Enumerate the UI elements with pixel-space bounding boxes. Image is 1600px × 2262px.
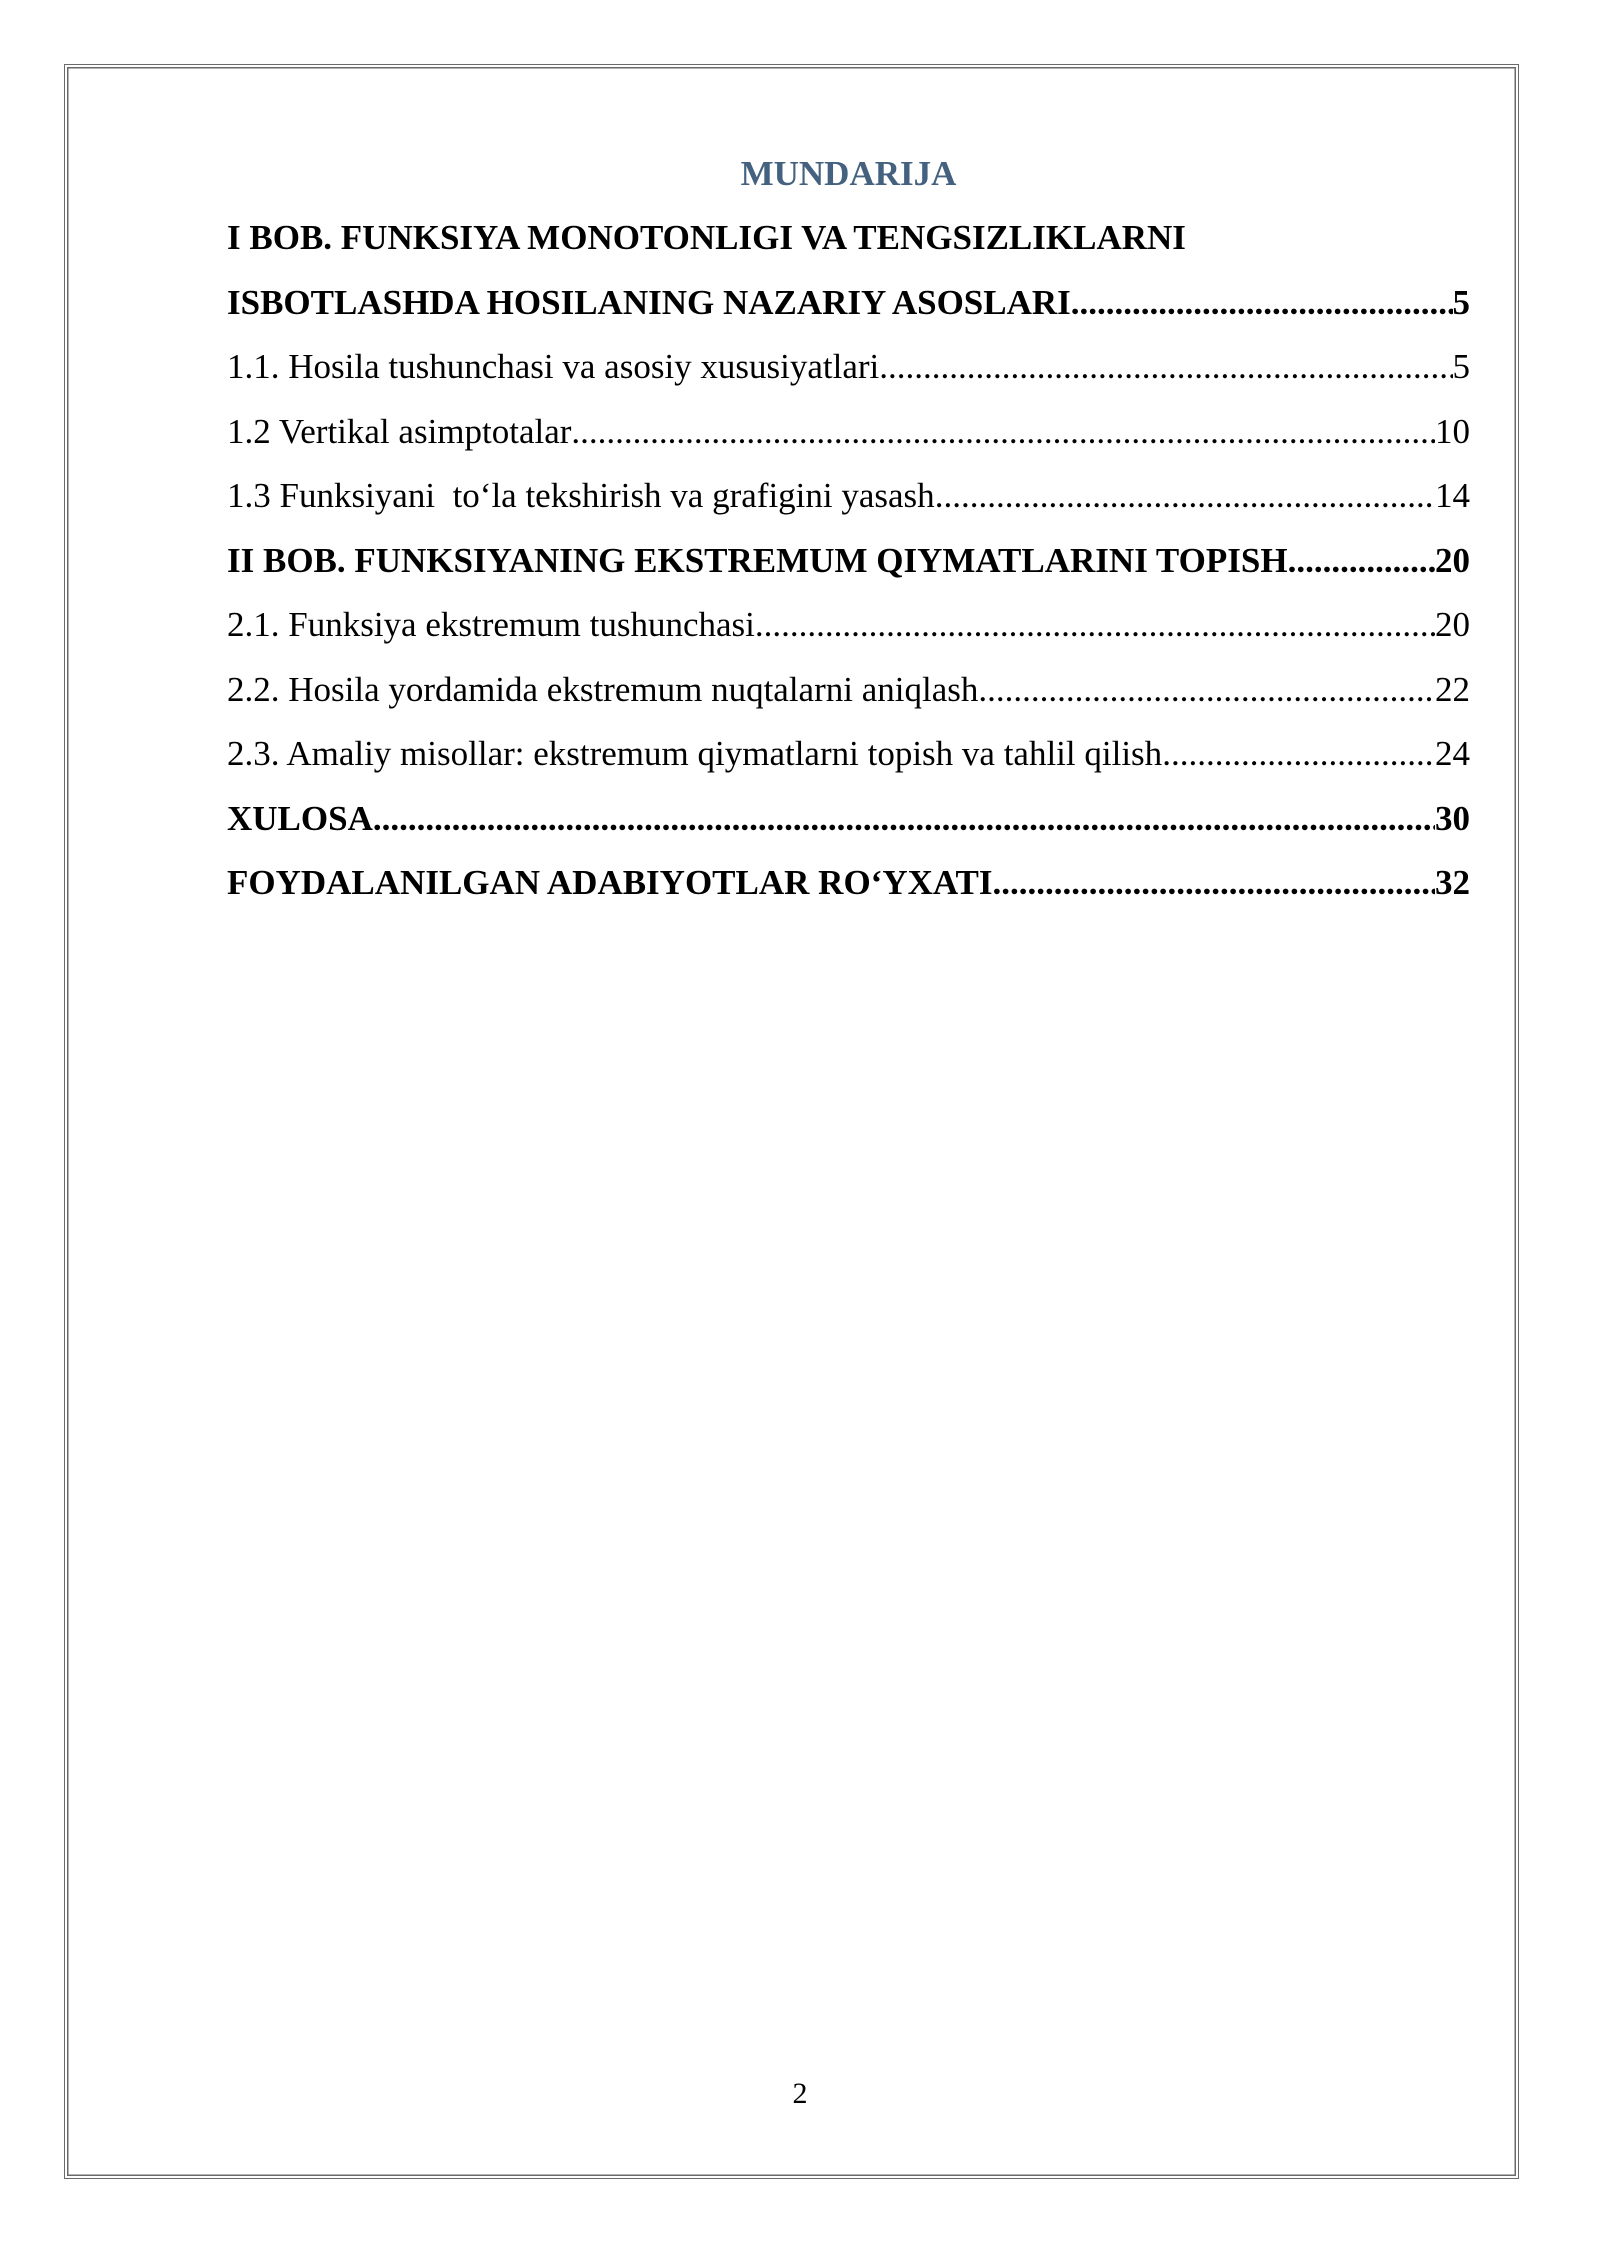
- toc-chapter-1-line-1: I BOB. FUNKSIYA MONOTONLIGI VA TENGSIZLIKLARNI: [227, 218, 1186, 257]
- toc-entry-page: 22: [1435, 669, 1470, 709]
- toc-entry-label: 2.1. Funksiya ekstremum tushunchasi: [227, 605, 755, 644]
- dot-leader: [935, 464, 1435, 529]
- toc-entry-1-2[interactable]: [227, 400, 1470, 465]
- toc-entry-label: 1.2 Vertikal asimptotalar: [227, 411, 572, 451]
- dot-leader: [1162, 722, 1435, 787]
- toc-title: MUNDARIJA: [740, 154, 957, 193]
- dot-leader: [571, 400, 1435, 465]
- toc-entry-1-3[interactable]: [227, 464, 1470, 529]
- dot-leader: [978, 658, 1435, 723]
- page-number: 2: [792, 2077, 808, 2110]
- toc-entry-conclusion[interactable]: [227, 787, 1470, 852]
- dot-leader: [755, 593, 1435, 658]
- toc-entry-label: 1.3 Funksiyani to‘la tekshirish va grafigini yasash: [227, 476, 935, 515]
- toc-entry-page: 20: [1435, 605, 1470, 644]
- table-of-contents: [227, 142, 1470, 916]
- toc-entry-references[interactable]: [227, 851, 1470, 916]
- toc-entry-page: 5: [1452, 282, 1470, 322]
- toc-chapter-1[interactable]: [227, 271, 1470, 336]
- toc-entry-page: 32: [1435, 863, 1470, 902]
- toc-entry-2-1[interactable]: [227, 593, 1470, 658]
- dot-leader: [373, 787, 1435, 852]
- dot-leader: [1288, 529, 1435, 594]
- toc-entry-page: 20: [1435, 540, 1470, 580]
- toc-entry-2-3[interactable]: [227, 722, 1470, 787]
- toc-entry-1-1[interactable]: [227, 335, 1470, 400]
- toc-chapter-2[interactable]: [227, 529, 1470, 594]
- toc-entry-page: 24: [1435, 734, 1470, 773]
- toc-entry-label: XULOSA: [227, 798, 373, 838]
- toc-entry-label: 1.1. Hosila tushunchasi va asosiy xususiyatlari: [227, 347, 880, 386]
- toc-entry-label: FOYDALANILGAN ADABIYOTLAR RO‘YXATI: [227, 863, 993, 902]
- toc-entry-page: 10: [1435, 411, 1470, 451]
- dot-leader: [879, 335, 1452, 400]
- toc-entry-page: 5: [1452, 347, 1470, 386]
- toc-entry-2-2[interactable]: [227, 658, 1470, 723]
- dot-leader: [993, 851, 1435, 916]
- toc-list: [227, 335, 1470, 916]
- toc-entry-label: 2.3. Amaliy misollar: ekstremum qiymatlarni topish va tahlil qilish: [227, 734, 1163, 773]
- toc-entry-page: 30: [1435, 798, 1470, 838]
- dot-leader: [1071, 271, 1453, 336]
- toc-entry-label: II BOB. FUNKSIYANING EKSTREMUM QIYMATLARINI TOPISH: [227, 540, 1288, 580]
- toc-entry-label: ISBOTLASHDA HOSILANING NAZARIY ASOSLARI: [227, 282, 1071, 322]
- toc-entry-page: 14: [1435, 476, 1470, 515]
- toc-entry-label: 2.2. Hosila yordamida ekstremum nuqtalarni aniqlash: [227, 669, 979, 709]
